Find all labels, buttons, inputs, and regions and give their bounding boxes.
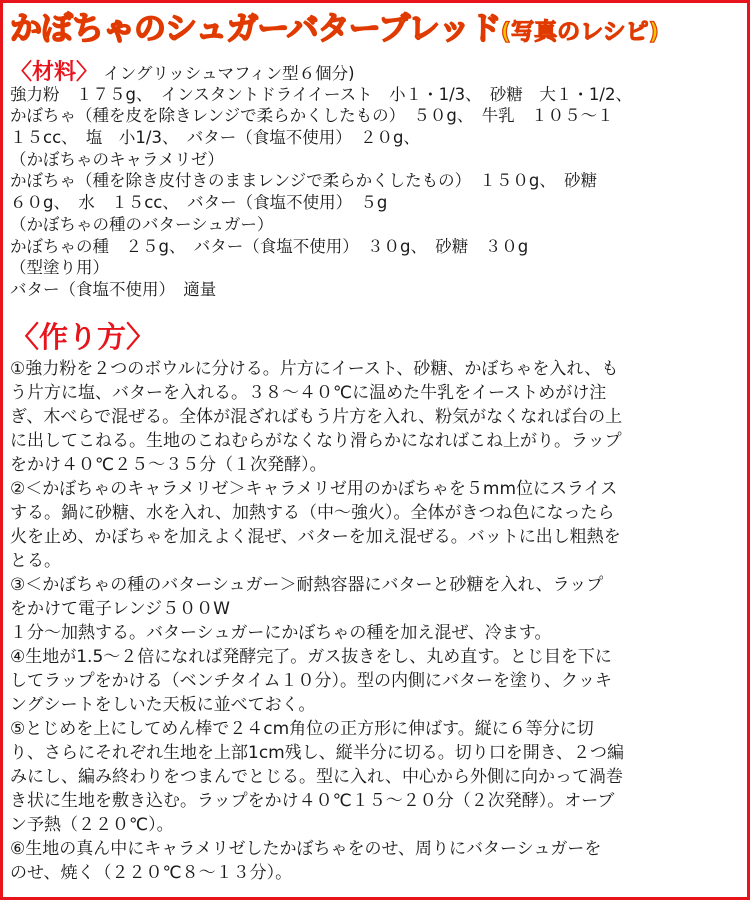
ingredient-subheading: （かぼちゃのキャラメリゼ） — [10, 149, 224, 169]
step-line: 火を止め、かぼちゃを加えよく混ぜ、バターを加え混ぜる。バットに出し粗熱を — [10, 527, 621, 547]
step-line: ⑥生地の真ん中にキャラメリゼしたかぼちゃをのせ、周りにバターシュガーを — [10, 839, 602, 859]
step-line: う片方に塩、バターを入れる。３８～４０℃に温めた牛乳をイーストめがけ注 — [10, 383, 607, 403]
ingredient-subheading: （かぼちゃの種のバターシュガー） — [10, 214, 274, 234]
step-line: とる。 — [10, 551, 61, 571]
step-line: ングシートをしいた天板に並べておく。 — [10, 695, 316, 715]
step-line: ④生地が1.5～２倍になれば発酵完了。ガス抜きをし、丸め直す。とじ目を下に — [10, 647, 612, 667]
step-line: ン予熱（２２０℃）。 — [10, 815, 174, 835]
step-line: ⑤とじめを上にしてめん棒で２４cm角位の正方形に伸ばす。縦に６等分に切 — [10, 719, 594, 739]
ingredient-line: かぼちゃ（種を皮を除きレンジで柔らかくしたもの） ５０g、 牛乳 １０５～１ — [10, 106, 614, 126]
ingredient-subheading: （型塗り用） — [10, 258, 109, 278]
ingredient-line: ６０g、 水 １５cc、 バター（食塩不使用） ５g — [10, 193, 388, 213]
title-main: かぼちゃのシュガーバターブレッド — [10, 9, 501, 47]
step-line: り、さらにそれぞれ生地を上部1cm残し、縦半分に切る。切り口を開き、２つ編 — [10, 743, 625, 763]
step-line: してラップをかける（ベンチタイム１０分）。型の内側にバターを塗り、クッキ — [10, 671, 612, 691]
ingredient-line: かぼちゃの種 ２５g、 バター（食塩不使用） ３０g、 砂糖 ３０g — [10, 236, 529, 256]
step-line: ぎ、木べらで混ぜる。全体が混ざればもう片方を入れ、粉気がなくなれば台の上 — [10, 407, 623, 427]
step-line: のせ、焼く（２２０℃８～１３分）。 — [10, 863, 293, 883]
step-line: をかけて電子レンジ５００W — [10, 599, 230, 619]
step-line: をかけ４０℃２５～３５分（１次発酵）。 — [10, 455, 327, 475]
method-heading: 〈作り方〉 — [10, 320, 156, 354]
ingredient-line: 強力粉 １７５g、 インスタントドライイースト 小１・1/3、 砂糖 大１・1/2、 — [10, 84, 632, 104]
recipe-title — [10, 6, 659, 54]
step-line: ②＜かぼちゃのキャラメリゼ＞キャラメリゼ用のかぼちゃを５mm位にスライス — [10, 479, 618, 499]
ingredient-line: バター（食塩不使用） 適量 — [10, 279, 217, 299]
ingredients-section — [10, 62, 746, 301]
ingredient-line: かぼちゃ（種を除き皮付きのままレンジで柔らかくしたもの） １５０g、 砂糖 — [10, 171, 598, 191]
ingredients-header-line — [10, 62, 746, 84]
step-line: き状に生地を敷き込む。ラップをかけ４０℃１５～２０分（２次発酵）。オーブ — [10, 791, 615, 811]
step-line: に出してこねる。生地のこねむらがなくなり滑らかになればこね上がり。ラップ — [10, 431, 622, 451]
materials-heading: 〈材料〉 — [10, 60, 99, 85]
title-sub: (写真のレシピ) — [500, 19, 660, 45]
step-line: １分～加熱する。バターシュガーにかぼちゃの種を加え混ぜ、冷ます。 — [10, 623, 552, 643]
step-line: ③＜かぼちゃの種のバターシュガー＞耐熱容器にバターと砂糖を入れ、ラップ — [10, 575, 604, 595]
step-line: する。鍋に砂糖、水を入れ、加熱する（中～強火）。全体がきつね色になったら — [10, 503, 615, 523]
step-line: ①強力粉を２つのボウルに分ける。片方にイースト、砂糖、かぼちゃを入れ、も — [10, 359, 619, 379]
method-steps — [10, 357, 748, 885]
step-line: みにし、編み終わりをつまんでとじる。型に入れ、中心から外側に向かって渦巻 — [10, 767, 624, 787]
mold-size: イングリッシュマフィン型６個分) — [103, 64, 355, 83]
ingredient-line: １５cc、 塩 小1/3、 バター（食塩不使用） ２０g、 — [10, 128, 420, 148]
